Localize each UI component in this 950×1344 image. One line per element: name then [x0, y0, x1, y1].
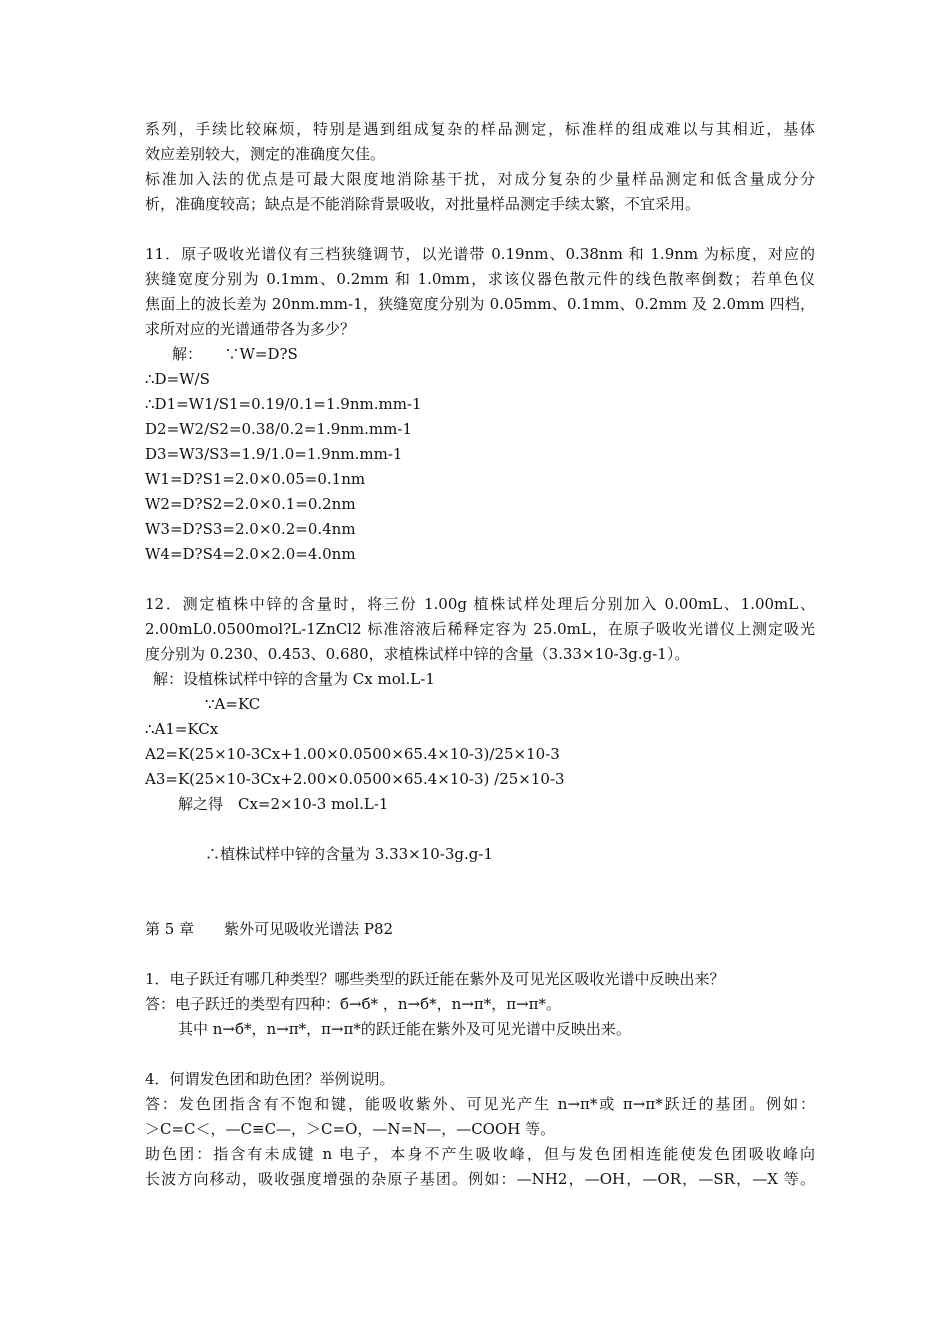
formula-line: W2=D?S2=2.0×0.1=0.2nm [145, 495, 356, 513]
answer-line: 长波方向移动，吸收强度增强的杂原子基团。例如：—NH2，—OH，—OR，—SR，—X 等。 [145, 1170, 815, 1188]
formula-line: W4=D?S4=2.0×2.0=4.0nm [145, 545, 356, 563]
formula-line: D2=W2/S2=0.38/0.2=1.9nm.mm-1 [145, 420, 412, 438]
question-12-title: 12．测定植株中锌的含量时，将三份 1.00g 植株试样处理后分别加入 0.00mL、1.00mL、 [145, 595, 815, 613]
question-1-title: 1．电子跃迁有哪几种类型？哪些类型的跃迁能在紫外及可见光区吸收光谱中反映出来？ [145, 970, 725, 988]
solution-line: 解：设植株试样中锌的含量为 Cx mol.L-1 [153, 670, 435, 688]
text-line: 标准加入法的优点是可最大限度地消除基干扰，对成分复杂的少量样品测定和低含量成分分 [145, 170, 815, 188]
answer-line: 其中 n→б*，n→π*，π→π*的跃迁能在紫外及可见光谱中反映出来。 [178, 1020, 631, 1038]
text-line: 度分别为 0.230、0.453、0.680，求植株试样中锌的含量（3.33×10-3g.g-1）。 [145, 645, 690, 663]
answer-line: 答：发色团指含有不饱和键，能吸收紫外、可见光产生 n→π*或 π→π*跃迁的基团。例如： [145, 1095, 815, 1113]
formula-line: ∴D1=W1/S1=0.19/0.1=1.9nm.mm-1 [145, 395, 422, 413]
solution-line: 解： ∵W=D?S [172, 345, 298, 363]
formula-line: 解之得 Cx=2×10-3 mol.L-1 [178, 795, 389, 813]
answer-line: 答：电子跃迁的类型有四种：б→б* ，n→б*，n→π*，π→π*。 [145, 995, 562, 1013]
formula-line: W3=D?S3=2.0×0.2=0.4nm [145, 520, 356, 538]
formula-line: ∴D=W/S [145, 370, 210, 388]
text-line: 系列，手续比较麻烦，特别是遇到组成复杂的样品测定，标准样的组成难以与其相近，基体 [145, 120, 815, 138]
answer-line: ＞C=C＜，—C≡C—，＞C=O，—N=N—，—COOH 等。 [145, 1120, 556, 1138]
formula-line: W1=D?S1=2.0×0.05=0.1nm [145, 470, 366, 488]
formula-line: ∵A=KC [205, 695, 261, 713]
chapter-heading: 第 5 章 紫外可见吸收光谱法 P82 [145, 920, 394, 938]
conclusion-line: ∴植株试样中锌的含量为 3.33×10-3g.g-1 [205, 845, 494, 863]
formula-line: ∴A1=KCx [145, 720, 219, 738]
text-line: 析，准确度较高；缺点是不能消除背景吸收，对批量样品测定手续太繁，不宜采用。 [145, 195, 701, 213]
question-4-title: 4．何谓发色团和助色团？举例说明。 [145, 1070, 395, 1088]
answer-line: 助色团：指含有未成键 n 电子，本身不产生吸收峰，但与发色团相连能使发色团吸收峰向 [145, 1145, 815, 1163]
formula-line: A2=K(25×10-3Cx+1.00×0.0500×65.4×10-3)/25×10-3 [145, 745, 560, 763]
formula-line: D3=W3/S3=1.9/1.0=1.9nm.mm-1 [145, 445, 403, 463]
formula-line: A3=K(25×10-3Cx+2.00×0.0500×65.4×10-3) /25×10-3 [145, 770, 565, 788]
question-11-title: 11．原子吸收光谱仪有三档狭缝调节，以光谱带 0.19nm、0.38nm 和 1.9nm 为标度，对应的 [145, 245, 815, 263]
text-line: 焦面上的波长差为 20nm.mm-1，狭缝宽度分别为 0.05mm、0.1mm、0.2mm 及 2.0mm 四档， [145, 295, 815, 313]
text-line: 求所对应的光谱通带各为多少？ [145, 320, 356, 338]
text-line: 效应差别较大，测定的准确度欠佳。 [145, 145, 386, 163]
text-line: 2.00mL0.0500mol?L-1ZnCl2 标准溶液后稀释定容为 25.0mL，在原子吸收光谱仪上测定吸光 [145, 620, 815, 638]
text-line: 狭缝宽度分别为 0.1mm、0.2mm 和 1.0mm，求该仪器色散元件的线色散率倒数；若单色仪 [145, 270, 815, 288]
